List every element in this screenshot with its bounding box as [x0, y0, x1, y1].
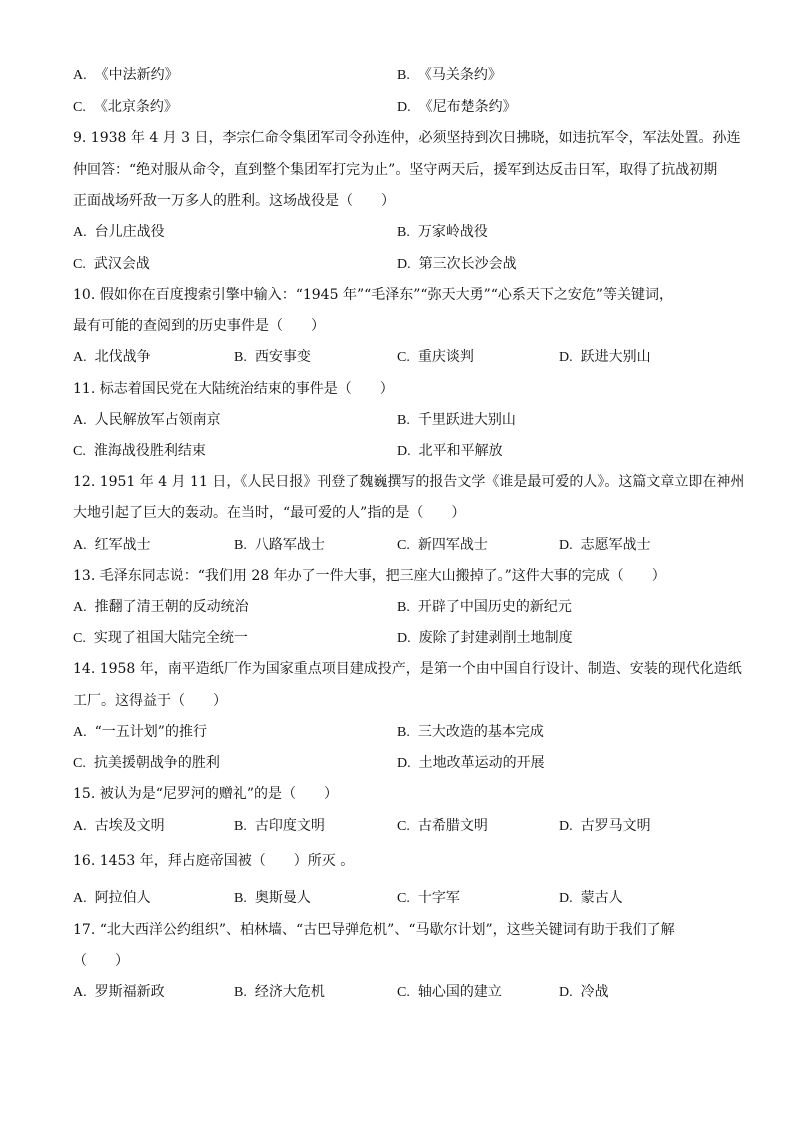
option-q16-a [73, 890, 151, 907]
option-letter: A. [73, 225, 87, 240]
option-q15-c [397, 818, 488, 835]
option-letter: B. [234, 891, 247, 906]
option-q10-b [234, 349, 311, 366]
option-text: 开辟了中国历史的新纪元 [417, 599, 572, 615]
option-q13-c [73, 630, 248, 647]
option-letter: B. [234, 538, 247, 553]
option-letter: A. [73, 600, 87, 615]
option-letter: D. [397, 100, 411, 115]
option-text: 台儿庄战役 [94, 224, 165, 240]
option-text: 第三次长沙会战 [418, 256, 517, 272]
question-12-stem-line-2: 大地引起了巨大的轰动。在当时，“最可爱的人”指的是（ ） [73, 505, 466, 521]
option-letter: B. [397, 600, 410, 615]
option-text: 《马关条约》 [417, 67, 502, 83]
option-q13-d [397, 630, 573, 647]
option-text: 武汉会战 [93, 256, 150, 272]
option-letter: D. [559, 819, 573, 834]
option-text: 《中法新约》 [94, 67, 179, 83]
option-letter: C. [73, 756, 86, 771]
option-letter: D. [397, 631, 411, 646]
question-9-stem-line-1: 9. 1938 年 4 月 3 日，李宗仁命令集团军司令孙连仲，必须坚持到次日拂晓，如违抗军令，军法处置。孙连 [73, 130, 741, 146]
option-letter: B. [397, 725, 410, 740]
option-text: 冷战 [580, 984, 609, 1000]
option-q14-d [397, 755, 545, 772]
option-q8-b [397, 67, 502, 84]
option-letter: B. [397, 413, 410, 428]
option-q9-b [397, 224, 488, 241]
option-q9-a [73, 224, 165, 241]
option-letter: B. [234, 985, 247, 1000]
option-q17-b [234, 984, 325, 1001]
option-text: 十字军 [417, 890, 460, 906]
option-text: 三大改造的基本完成 [417, 724, 544, 740]
option-q8-c [73, 99, 178, 116]
option-letter: C. [397, 985, 410, 1000]
option-letter: A. [73, 891, 87, 906]
option-text: 《尼布楚条约》 [418, 99, 517, 115]
option-text: “一五计划”的推行 [94, 724, 207, 740]
option-letter: B. [234, 350, 247, 365]
option-q16-d [559, 890, 623, 907]
option-q10-a [73, 349, 151, 366]
option-letter: D. [559, 891, 573, 906]
option-q8-a [73, 67, 179, 84]
question-17-stem-line-1: 17. “北大西洋公约组织”、柏林墙、“古巴导弹危机”、“马歇尔计划”，这些关键词有助于我们了解 [73, 922, 675, 938]
option-letter: A. [73, 819, 87, 834]
option-text: 废除了封建剥削土地制度 [418, 630, 573, 646]
option-text: 万家岭战役 [417, 224, 488, 240]
option-text: 北伐战争 [94, 349, 151, 365]
option-text: 八路军战士 [254, 537, 325, 553]
option-q14-a [73, 724, 207, 741]
question-9-stem-line-2: 仲回答：“绝对服从命令，直到整个集团军打完为止”。坚守两天后，援军到达反击日军，取得了抗战初期 [73, 162, 718, 178]
question-15-stem-line-1: 15. 被认为是“尼罗河的赠礼”的是（ ） [73, 786, 339, 802]
question-17-stem-line-2: （ ） [73, 953, 129, 969]
option-text: 蒙古人 [580, 890, 623, 906]
option-letter: C. [73, 631, 86, 646]
option-letter: D. [559, 538, 573, 553]
option-letter: C. [73, 100, 86, 115]
option-q17-c [397, 984, 502, 1001]
option-letter: A. [73, 350, 87, 365]
option-q8-d [397, 99, 517, 116]
option-q16-c [397, 890, 460, 907]
option-q17-a [73, 984, 165, 1001]
option-text: 志愿军战士 [580, 537, 651, 553]
option-text: 跃进大别山 [580, 349, 651, 365]
question-10-stem-line-1: 10. 假如你在百度搜索引擎中输入：“1945 年”“毛泽东”“弥天大勇”“心系天下之安危”等关键词， [73, 287, 674, 303]
option-text: 新四军战士 [417, 537, 488, 553]
option-letter: C. [73, 257, 86, 272]
option-text: 北平和平解放 [418, 443, 503, 459]
option-q11-b [397, 412, 516, 429]
option-letter: C. [397, 891, 410, 906]
option-q13-a [73, 599, 249, 616]
option-text: 推翻了清王朝的反动统治 [94, 599, 249, 615]
option-q11-a [73, 412, 221, 429]
option-q12-d [559, 537, 651, 554]
option-q15-d [559, 818, 651, 835]
option-text: 经济大危机 [254, 984, 325, 1000]
option-letter: B. [397, 225, 410, 240]
option-text: 抗美援朝战争的胜利 [93, 755, 220, 771]
option-text: 古罗马文明 [580, 818, 651, 834]
option-q9-d [397, 256, 517, 273]
option-letter: A. [73, 725, 87, 740]
option-text: 古印度文明 [254, 818, 325, 834]
option-letter: C. [73, 444, 86, 459]
option-q9-c [73, 256, 150, 273]
option-letter: C. [397, 819, 410, 834]
question-11-stem-line-1: 11. 标志着国民党在大陆统治结束的事件是（ ） [73, 381, 394, 397]
option-q13-b [397, 599, 572, 616]
option-letter: D. [559, 985, 573, 1000]
option-text: 淮海战役胜利结束 [93, 443, 206, 459]
option-text: 人民解放军占领南京 [94, 412, 221, 428]
option-q11-c [73, 443, 206, 460]
option-letter: D. [397, 444, 411, 459]
option-letter: A. [73, 413, 87, 428]
option-text: 西安事变 [254, 349, 311, 365]
option-q11-d [397, 443, 503, 460]
question-14-stem-line-1: 14. 1958 年，南平造纸厂作为国家重点项目建成投产，是第一个由中国自行设计、制造、安装的现代化造纸 [73, 661, 742, 677]
option-q12-b [234, 537, 325, 554]
option-text: 重庆谈判 [417, 349, 474, 365]
option-text: 古埃及文明 [94, 818, 165, 834]
option-text: 实现了祖国大陆完全统一 [93, 630, 248, 646]
option-letter: D. [397, 756, 411, 771]
option-letter: B. [397, 68, 410, 83]
option-letter: A. [73, 985, 87, 1000]
question-9-stem-line-3: 正面战场歼敌一万多人的胜利。这场战役是（ ） [73, 193, 395, 209]
option-letter: C. [397, 538, 410, 553]
option-text: 奥斯曼人 [254, 890, 311, 906]
option-q15-b [234, 818, 325, 835]
option-q10-c [397, 349, 474, 366]
option-letter: A. [73, 68, 87, 83]
option-q16-b [234, 890, 311, 907]
option-text: 阿拉伯人 [94, 890, 151, 906]
question-10-stem-line-2: 最有可能的查阅到的历史事件是（ ） [73, 318, 325, 334]
option-letter: C. [397, 350, 410, 365]
option-q14-c [73, 755, 220, 772]
option-q14-b [397, 724, 544, 741]
option-text: 罗斯福新政 [94, 984, 165, 1000]
question-12-stem-line-1: 12. 1951 年 4 月 11 日，《人民日报》刊登了魏巍撰写的报告文学《谁是最可爱的人》。这篇文章立即在神州 [73, 474, 745, 490]
option-letter: B. [234, 819, 247, 834]
option-q15-a [73, 818, 165, 835]
option-letter: A. [73, 538, 87, 553]
option-letter: D. [559, 350, 573, 365]
option-text: 轴心国的建立 [417, 984, 502, 1000]
option-q12-c [397, 537, 488, 554]
option-q10-d [559, 349, 651, 366]
option-q12-a [73, 537, 151, 554]
option-text: 红军战士 [94, 537, 151, 553]
option-q17-d [559, 984, 609, 1001]
option-text: 土地改革运动的开展 [418, 755, 545, 771]
option-text: 古希腊文明 [417, 818, 488, 834]
question-13-stem-line-1: 13. 毛泽东同志说：“我们用 28 年办了一件大事，把三座大山搬掉了。”这件大事的完成（ ） [73, 568, 666, 584]
option-text: 千里跃进大别山 [417, 412, 516, 428]
option-text: 《北京条约》 [93, 99, 178, 115]
question-14-stem-line-2: 工厂。这得益于（ ） [73, 693, 227, 709]
question-16-stem-line-1: 16. 1453 年，拜占庭帝国被（ ）所灭 。 [73, 853, 355, 869]
option-letter: D. [397, 257, 411, 272]
